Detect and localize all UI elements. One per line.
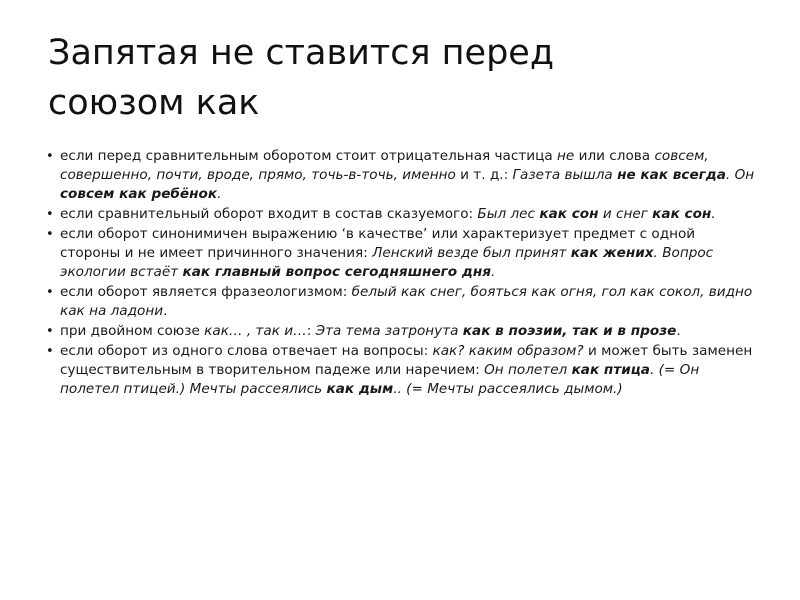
bullet-marker: • <box>46 324 54 339</box>
bullet-marker: • <box>46 344 54 359</box>
text-run: если перед сравнительным оборотом стоит отрицательная частица <box>60 148 558 164</box>
bullet-text <box>60 342 756 399</box>
bullet-list <box>46 147 756 399</box>
text-run: как дым <box>326 381 394 397</box>
bullet-marker: • <box>46 227 54 242</box>
text-run: как главный вопрос сегодняшнего дня <box>182 264 491 280</box>
text-run: . Вопрос экологии встаёт <box>60 245 714 280</box>
bullet-text <box>60 225 756 282</box>
text-run: Он полетел <box>484 362 572 378</box>
text-run: если оборот из одного слова отвечает на вопросы: <box>60 343 433 359</box>
text-run: совсем как ребёнок <box>60 186 218 202</box>
text-run: белый как снег, бояться как огня, гол как сокол, видно как на ладони <box>60 284 753 319</box>
bullet-marker: • <box>46 149 54 164</box>
text-run: : <box>306 323 316 339</box>
text-run: если оборот синонимичен выражению ‘в качестве’ или характеризует предмет с одной стороны и не имеет причинного значения: <box>60 226 696 261</box>
text-run: и т. д.: <box>455 167 513 183</box>
bullet-text <box>60 322 756 341</box>
text-run: Газета вышла <box>512 167 618 183</box>
text-run: и может быть заменен существительным в творительном падеже или наречием: <box>60 343 753 378</box>
text-run: как? каким образом? <box>432 343 584 359</box>
text-run: и снег <box>598 206 653 222</box>
text-run: как жених <box>570 245 654 261</box>
text-run: Был лес <box>477 206 540 222</box>
text-run: Ленский везде был принят <box>372 245 571 261</box>
text-run: . <box>163 303 168 319</box>
text-run: если оборот является фразеологизмом: <box>60 284 352 300</box>
text-run: как сон <box>652 206 712 222</box>
text-run: совсем, совершенно, почти, вроде, прямо, точь-в-точь, именно <box>60 148 709 183</box>
text-run: . Он <box>725 167 755 183</box>
text-run: как птица <box>571 362 650 378</box>
title-line-1: Запятая не ставится перед <box>48 33 555 73</box>
text-run: или слова <box>574 148 655 164</box>
bullet-text <box>60 147 756 204</box>
text-run: .. (= Мечты рассеялись дымом.) <box>393 381 623 397</box>
text-run: . (= Он полетел птицей.) Мечты рассеялись <box>60 362 700 397</box>
text-run: . <box>217 186 222 202</box>
text-run: . <box>490 264 496 280</box>
text-run: не как всегда <box>617 167 726 183</box>
slide-title <box>48 28 748 128</box>
text-run: . <box>711 206 716 222</box>
bullet-text <box>60 205 756 224</box>
bullet-item <box>46 205 756 224</box>
title-line-2: союзом как <box>48 83 260 123</box>
text-run: при двойном союзе <box>60 323 205 339</box>
text-run: если сравнительный оборот входит в состав сказуемого: <box>60 206 478 222</box>
bullet-item <box>46 147 756 204</box>
bullet-item <box>46 283 756 321</box>
bullet-item <box>46 322 756 341</box>
text-run: Эта тема затронута <box>315 323 463 339</box>
bullet-marker: • <box>46 285 54 300</box>
text-run: не <box>557 148 575 164</box>
text-run: . <box>676 323 681 339</box>
text-run: как в поэзии, так и в прозе <box>462 323 677 339</box>
bullet-text <box>60 283 756 321</box>
bullet-marker: • <box>46 207 54 222</box>
bullet-item <box>46 225 756 282</box>
text-run: как… , так и… <box>204 323 307 339</box>
bullet-item <box>46 342 756 399</box>
text-run: как сон <box>539 206 599 222</box>
